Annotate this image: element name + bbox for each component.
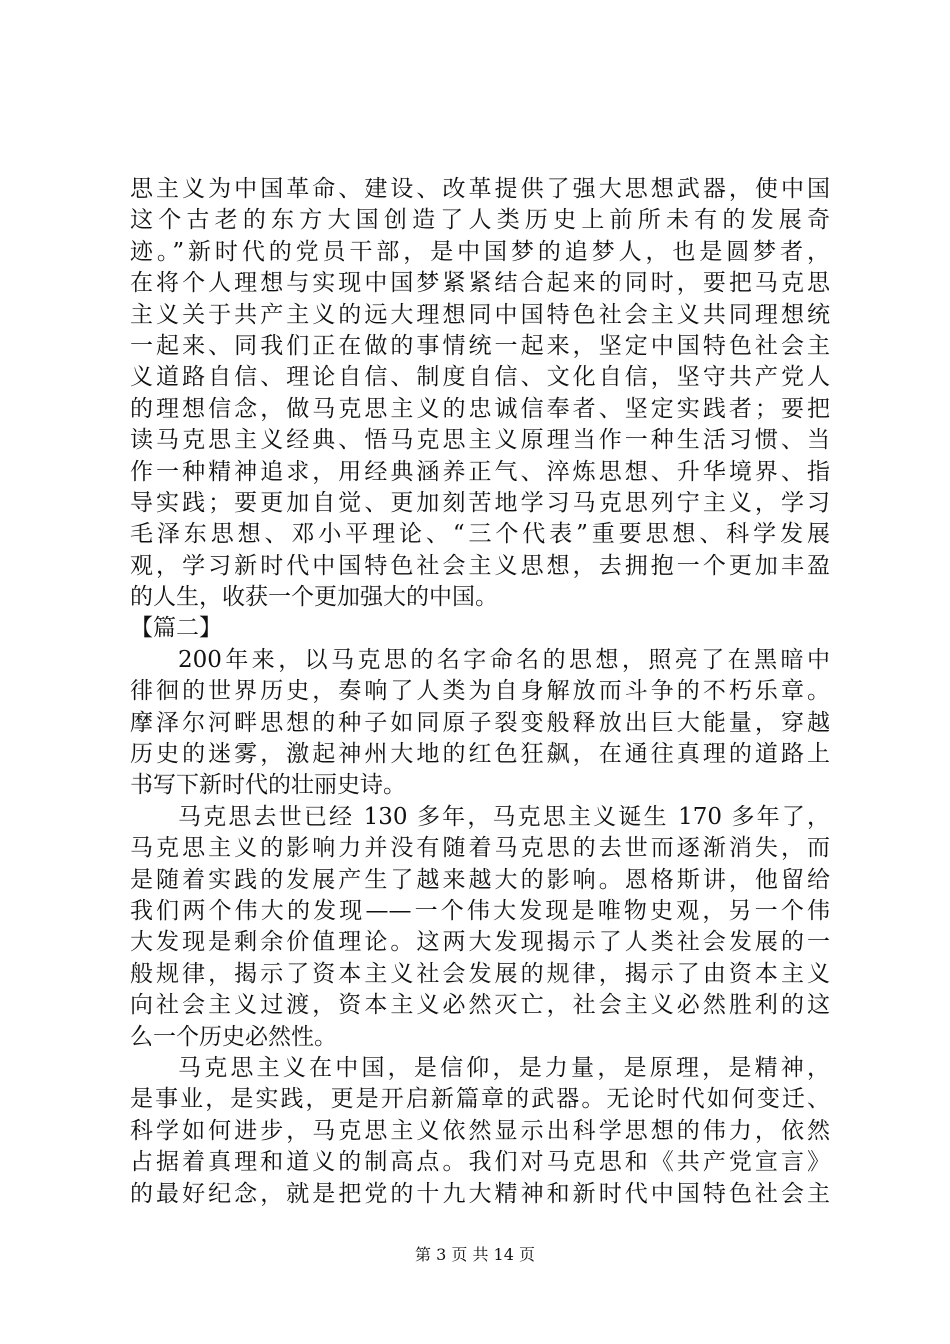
text-line: 徘徊的世界历史，奏响了人类为自身解放而斗争的不朽乐章。 bbox=[130, 678, 830, 705]
text-line: 历史的迷雾，激起神州大地的红色狂飙，在通往真理的道路上 bbox=[130, 741, 830, 768]
text-line: 是随着实践的发展产生了越来越大的影响。恩格斯讲，他留给 bbox=[130, 866, 830, 893]
text-line: 是事业，是实践，更是开启新篇章的武器。无论时代如何变迁、 bbox=[130, 1086, 830, 1113]
text-line: 摩泽尔河畔思想的种子如同原子裂变般释放出巨大能量，穿越 bbox=[130, 709, 830, 736]
text-line: 大发现是剩余价值理论。这两大发现揭示了人类社会发展的一 bbox=[130, 929, 830, 956]
text-line: 马克思主义在中国，是信仰，是力量，是原理，是精神， bbox=[178, 1054, 830, 1081]
text-line: 思主义为中国革命、建设、改革提供了强大思想武器，使中国 bbox=[130, 176, 830, 202]
text-line: 在将个人理想与实现中国梦紧紧结合起来的同时，要把马克思 bbox=[130, 270, 830, 297]
text-line: 向社会主义过渡，资本主义必然灭亡，社会主义必然胜利的这 bbox=[130, 992, 830, 1019]
text-line: 科学如何进步，马克思主义依然显示出科学思想的伟力，依然 bbox=[130, 1117, 830, 1144]
document-body bbox=[130, 174, 830, 1210]
text-line: 马克思去世已经 130 多年，马克思主义诞生 170 多年了， bbox=[178, 803, 830, 830]
text-line: 的理想信念，做马克思主义的忠诚信奉者、坚定实践者；要把 bbox=[130, 395, 830, 422]
text-line: 占据着真理和道义的制高点。我们对马克思和《共产党宣言》 bbox=[130, 1149, 830, 1176]
text-line: 书写下新时代的壮丽史诗。 bbox=[130, 772, 406, 799]
text-line: 主义关于共产主义的远大理想同中国特色社会主义共同理想统 bbox=[130, 301, 830, 328]
text-line: 马克思主义的影响力并没有随着马克思的去世而逐渐消失，而 bbox=[130, 835, 830, 862]
text-line: 观，学习新时代中国特色社会主义思想，去拥抱一个更加丰盈 bbox=[130, 552, 830, 579]
text-line: 作一种精神追求，用经典涵养正气、淬炼思想、升华境界、指 bbox=[130, 458, 830, 485]
text-line: 么一个历史必然性。 bbox=[130, 1023, 337, 1050]
text-line: 一起来、同我们正在做的事情统一起来，坚定中国特色社会主 bbox=[130, 332, 830, 359]
text-line: 这个古老的东方大国创造了人类历史上前所未有的发展奇 bbox=[130, 207, 830, 234]
text-line: 义道路自信、理论自信、制度自信、文化自信，坚守共产党人 bbox=[130, 364, 830, 391]
text-line: 读马克思主义经典、悟马克思主义原理当作一种生活习惯、当 bbox=[130, 427, 830, 454]
text-line: 的人生，收获一个更加强大的中国。 bbox=[130, 584, 498, 611]
text-line: 我们两个伟大的发现——一个伟大发现是唯物史观，另一个伟 bbox=[130, 897, 830, 924]
text-line: 的最好纪念，就是把党的十九大精神和新时代中国特色社会主 bbox=[130, 1180, 830, 1207]
text-line: 【篇二】 bbox=[130, 615, 222, 642]
text-line: 200年来，以马克思的名字命名的思想，照亮了在黑暗中 bbox=[178, 646, 830, 673]
text-line: 迹。”新时代的党员干部，是中国梦的追梦人，也是圆梦者， bbox=[130, 238, 830, 265]
text-line: 毛泽东思想、邓小平理论、“三个代表”重要思想、科学发展 bbox=[130, 521, 830, 548]
text-line: 导实践；要更加自觉、更加刻苦地学习马克思列宁主义，学习 bbox=[130, 489, 830, 516]
page-footer: 第 3 页 共 14 页 bbox=[415, 1245, 535, 1264]
text-line: 般规律，揭示了资本主义社会发展的规律，揭示了由资本主义 bbox=[130, 960, 830, 987]
